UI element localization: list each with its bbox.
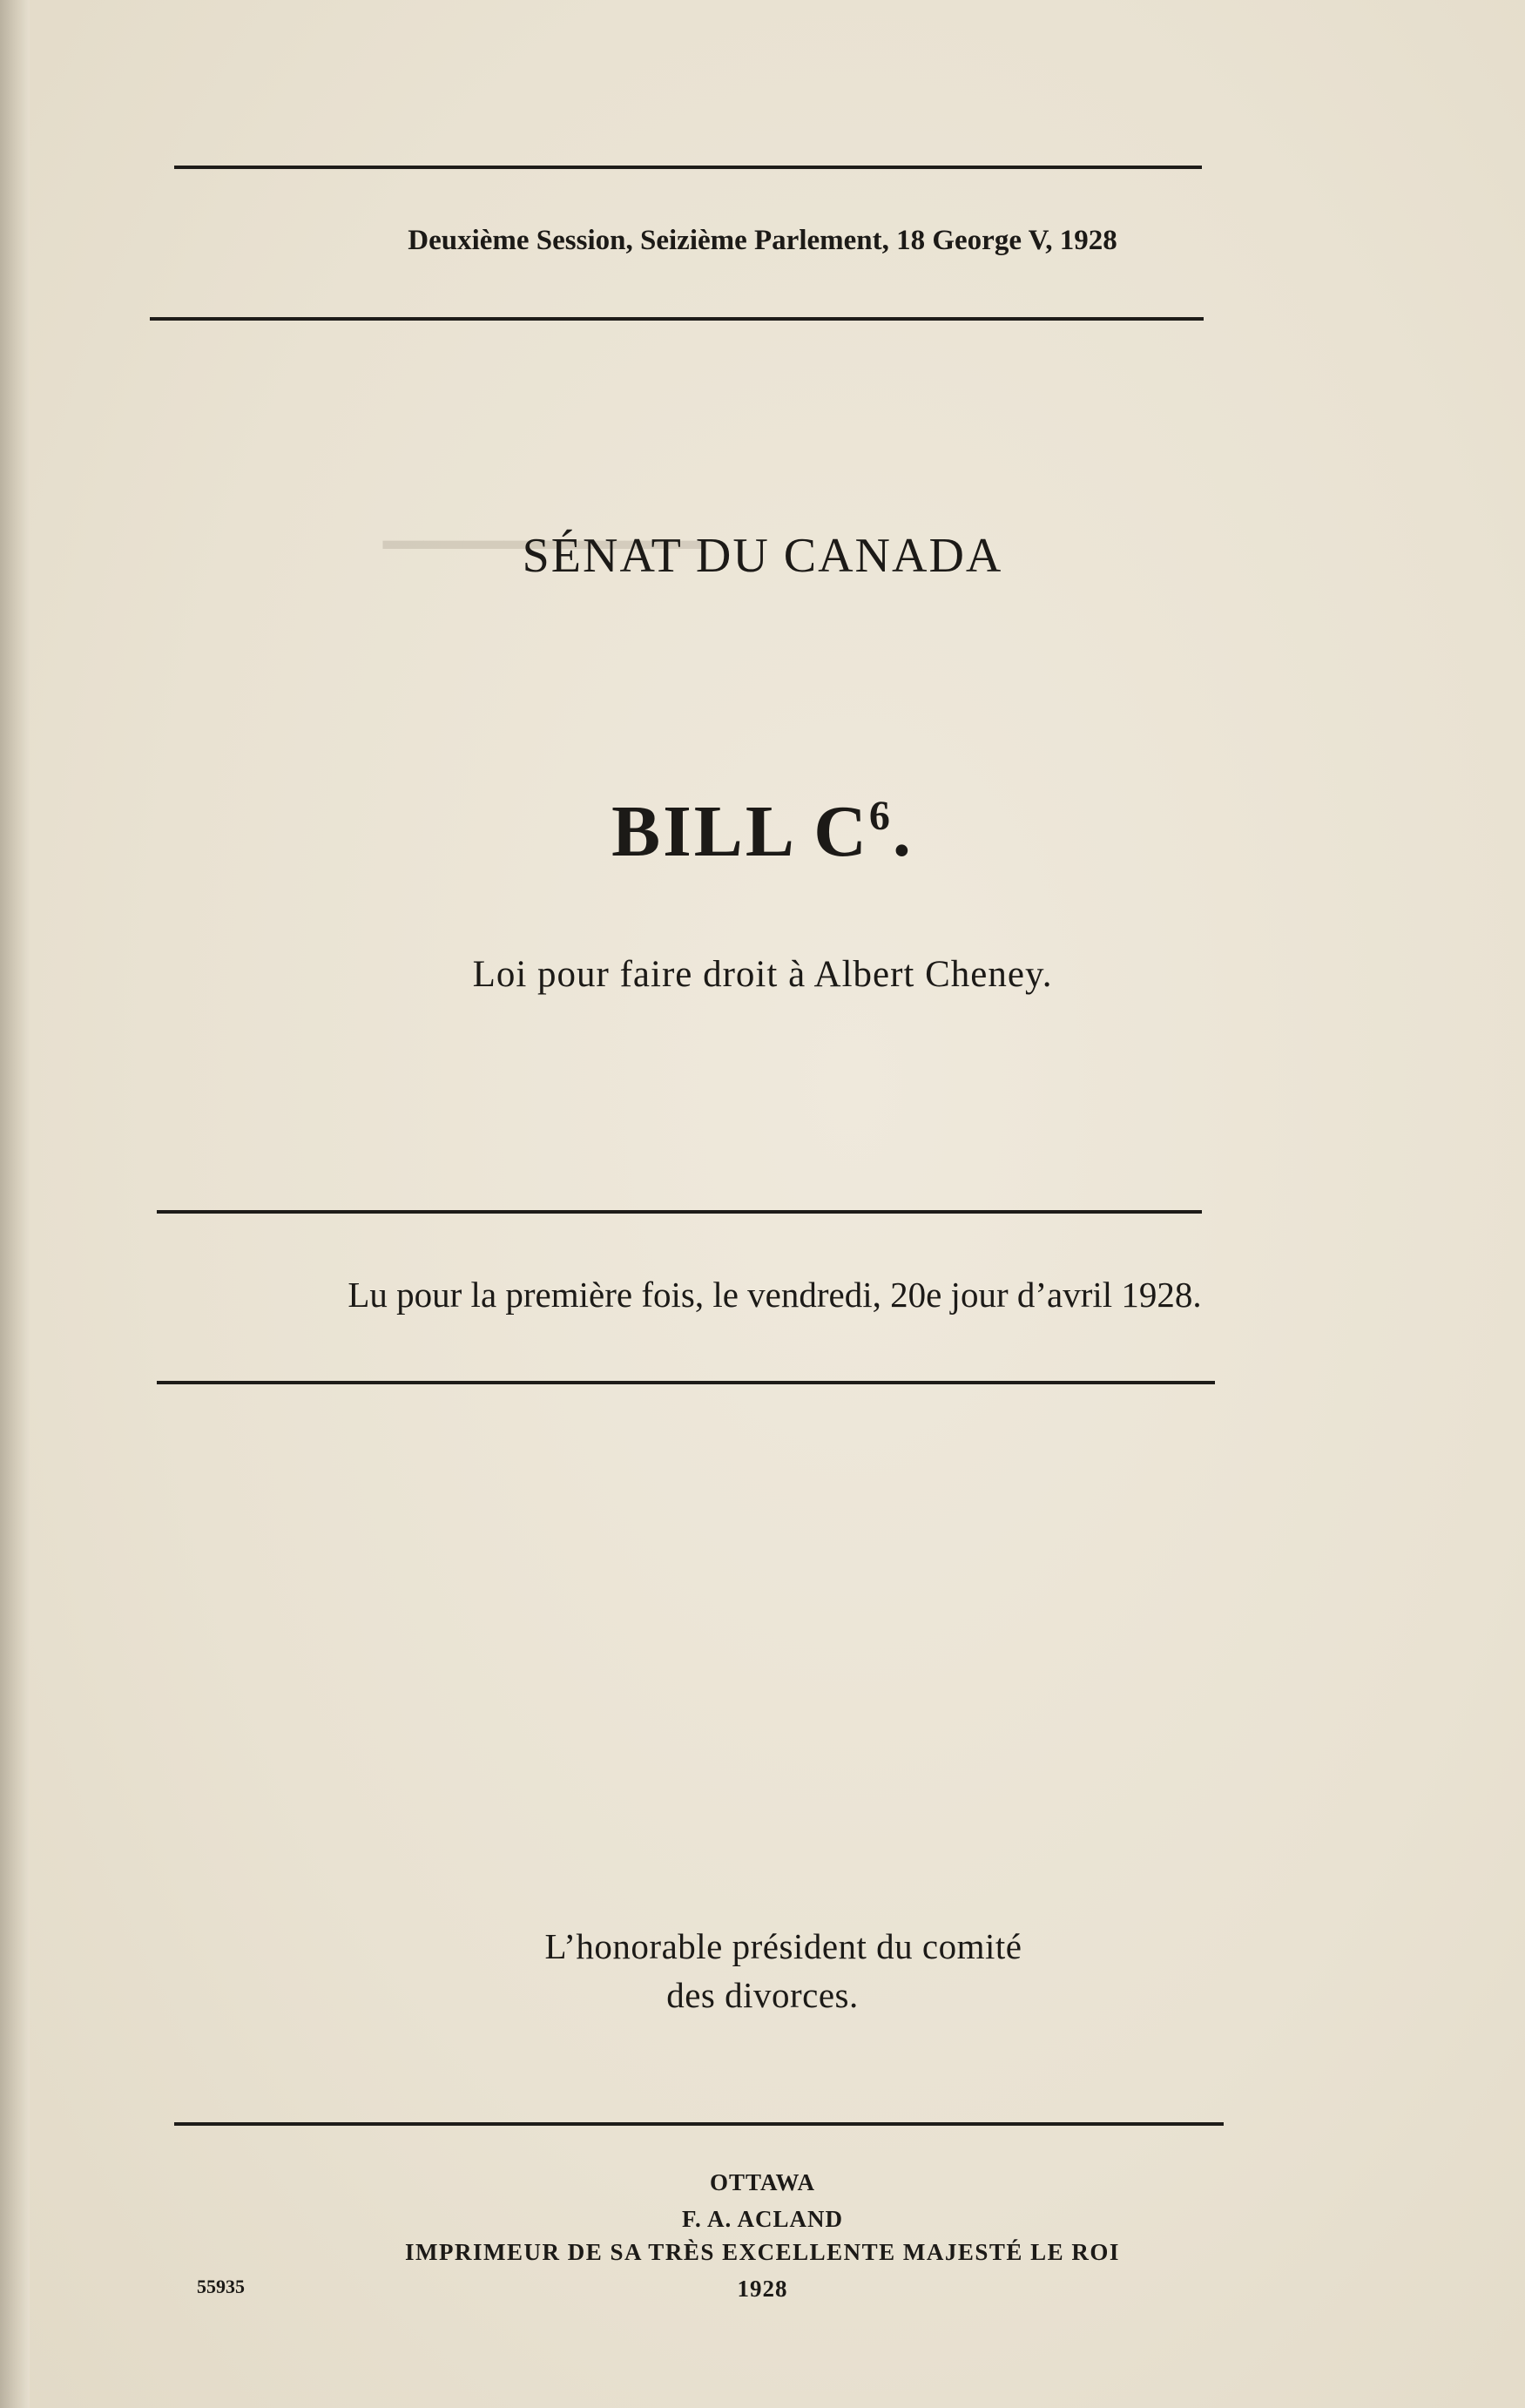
session-rule — [150, 317, 1204, 321]
reading-rule-bottom — [157, 1381, 1215, 1384]
imprint-printer-title: IMPRIMEUR DE SA TRÈS EXCELLENTE MAJESTÉ LE ROI — [405, 2239, 1120, 2265]
imprint-rule — [174, 2122, 1224, 2126]
bill-prefix: BILL C — [611, 791, 869, 872]
senate-heading: SÉNAT DU CANADA — [522, 529, 1003, 583]
book-spine-shadow — [0, 0, 30, 2408]
reading-rule-top — [157, 1210, 1202, 1214]
bill-superscript: 6 — [868, 793, 893, 839]
imprint-printer: F. A. ACLAND — [681, 2206, 844, 2232]
bill-number — [0, 789, 1525, 874]
first-reading-line: Lu pour la première fois, le vendredi, 20e jour d’avril 1928. — [348, 1275, 1202, 1315]
imprint-city: OTTAWA — [709, 2169, 816, 2195]
document-page — [30, 0, 1525, 2408]
top-rule — [174, 166, 1202, 169]
show-through-text: ▁▁▁▁▁▁▁▁ — [383, 490, 705, 547]
presenter-line-2: des divorces. — [666, 1975, 859, 2015]
bill-title: Loi pour faire droit à Albert Cheney. — [472, 954, 1053, 995]
imprint-year: 1928 — [737, 2276, 788, 2302]
bill-suffix: . — [892, 791, 914, 872]
presenter-line-1: L’honorable président du comité — [544, 1926, 1022, 1966]
print-number: 55935 — [197, 2276, 245, 2297]
session-line: Deuxième Session, Seizième Parlement, 18 George V, 1928 — [408, 225, 1117, 256]
